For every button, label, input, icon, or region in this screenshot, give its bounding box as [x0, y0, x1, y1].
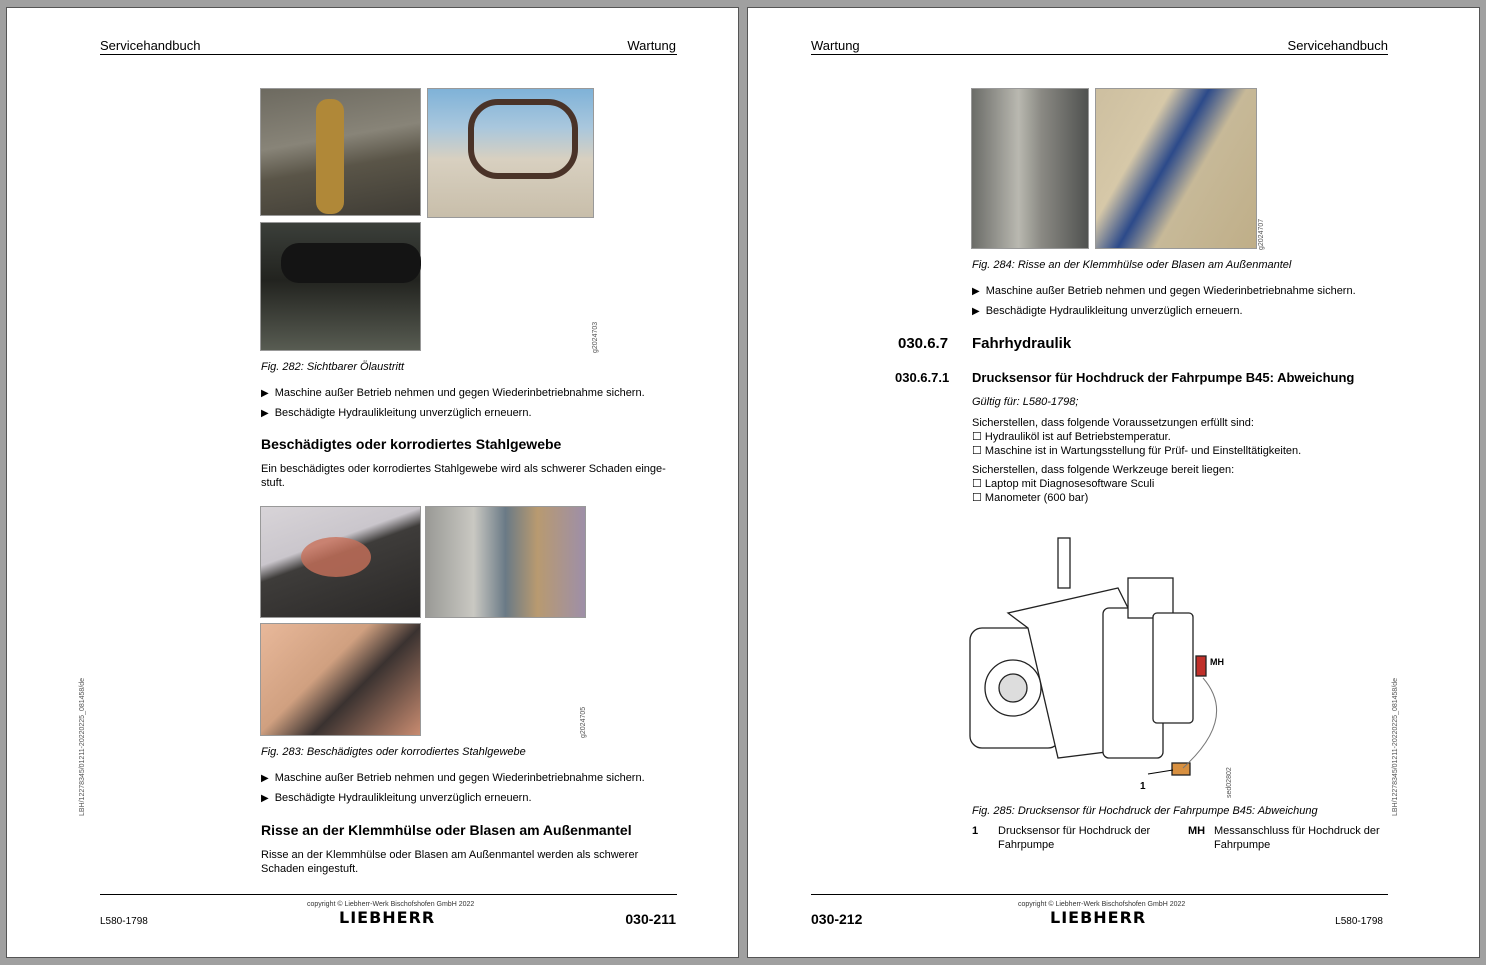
page-030-212 — [747, 7, 1480, 958]
photo-oil-leak-1 — [260, 88, 421, 216]
instruction-bullet: ▶ Beschädigte Hydraulikleitung unverzüglich erneuern. — [972, 305, 1243, 317]
section-title: Fahrhydraulik — [972, 335, 1072, 352]
header-rule — [811, 54, 1388, 55]
validity: Gültig für: L580-1798; — [972, 396, 1079, 408]
photo-steel-mesh-1 — [260, 506, 421, 618]
footer-copyright: copyright © Liebherr-Werk Bischofshofen GmbH 2022 — [307, 901, 475, 908]
figure-caption: Fig. 283: Beschädigtes oder korrodiertes Stahlgewebe — [261, 746, 526, 758]
footer-rule — [811, 894, 1388, 895]
footer-model: L580-1798 — [1335, 916, 1383, 927]
header-left: Servicehandbuch — [100, 38, 201, 53]
photo-clamp-crack — [971, 88, 1089, 249]
header-right: Wartung — [627, 38, 676, 53]
figure-id: g2024705 — [580, 706, 587, 738]
photo-hose-blisters — [1095, 88, 1257, 249]
figure-caption: Fig. 285: Drucksensor für Hochdruck der Fahrpumpe B45: Abweichung — [972, 805, 1318, 817]
callout-1: 1 — [1140, 781, 1146, 792]
header-left: Wartung — [811, 38, 860, 53]
figure-id: g2024703 — [592, 321, 599, 353]
photo-steel-mesh-2 — [425, 506, 586, 618]
legend-text: Messanschluss für Hochdruck der Fahrpumpe — [1214, 825, 1380, 851]
paragraph: Ein beschädigtes oder korrodiertes Stahlgewebe wird als schwerer Schaden einge- stuft. — [261, 463, 666, 489]
liebherr-logo: LIEBHERR — [339, 908, 436, 927]
photo-steel-mesh-3 — [260, 623, 421, 736]
figure-id: sed02802 — [1226, 767, 1233, 798]
instruction-bullet: ▶ Beschädigte Hydraulikleitung unverzüglich erneuern. — [261, 792, 532, 804]
header-rule — [100, 54, 677, 55]
section-heading: Risse an der Klemmhülse oder Blasen am Außenmantel — [261, 822, 632, 838]
photo-hoses — [427, 88, 594, 218]
prerequisites: Sicherstellen, dass folgende Voraussetzungen erfüllt sind: ☐ Hydrauliköl ist auf Betriebstemperatur. ☐ Maschine ist in Wartungsstellung für Prüf- und Einstelltätigkeiten. — [972, 417, 1302, 457]
figure-id: g2024707 — [1258, 218, 1265, 250]
paragraph: Risse an der Klemmhülse oder Blasen am Außenmantel werden als schwerer Schaden eingestuft. — [261, 849, 639, 875]
legend-key: MH — [1188, 825, 1206, 837]
pump-diagram — [968, 518, 1248, 803]
callout-mh: MH — [1210, 657, 1224, 667]
instruction-bullet: ▶ Beschädigte Hydraulikleitung unverzüglich erneuern. — [261, 407, 532, 419]
instruction-bullet: ▶ Maschine außer Betrieb nehmen und gegen Wiederinbetriebnahme sichern. — [261, 772, 645, 784]
section-heading: Beschädigtes oder korrodiertes Stahlgewebe — [261, 436, 562, 452]
page-030-211 — [6, 7, 739, 958]
legend-text: Drucksensor für Hochdruck der Fahrpumpe — [998, 825, 1151, 851]
subsection-number: 030.6.7.1 — [895, 370, 950, 385]
document-id: LBH/12278345/01211-20220225_081458/de — [79, 677, 86, 816]
page-number: 030-211 — [625, 911, 676, 927]
document-id: LBH/12278345/01211-20220225_081458/de — [1392, 677, 1399, 816]
footer-copyright: copyright © Liebherr-Werk Bischofshofen GmbH 2022 — [1018, 901, 1186, 908]
photo-oil-leak-2 — [260, 222, 421, 351]
legend-key: 1 — [972, 825, 979, 837]
liebherr-logo: LIEBHERR — [1050, 908, 1147, 927]
section-number: 030.6.7 — [898, 335, 949, 352]
figure-caption: Fig. 284: Risse an der Klemmhülse oder Blasen am Außenmantel — [972, 259, 1292, 271]
header-right: Servicehandbuch — [1287, 38, 1388, 53]
required-tools: Sicherstellen, dass folgende Werkzeuge bereit liegen: ☐ Laptop mit Diagnosesoftware Sculi ☐ Manometer (600 bar) — [972, 464, 1235, 504]
footer-rule — [100, 894, 677, 895]
instruction-bullet: ▶ Maschine außer Betrieb nehmen und gegen Wiederinbetriebnahme sichern. — [261, 387, 645, 399]
footer-model: L580-1798 — [100, 916, 148, 927]
subsection-title: Drucksensor für Hochdruck der Fahrpumpe B45: Abweichung — [972, 370, 1355, 385]
instruction-bullet: ▶ Maschine außer Betrieb nehmen und gegen Wiederinbetriebnahme sichern. — [972, 285, 1356, 297]
figure-caption: Fig. 282: Sichtbarer Ölaustritt — [261, 361, 405, 373]
page-number: 030-212 — [811, 911, 863, 927]
